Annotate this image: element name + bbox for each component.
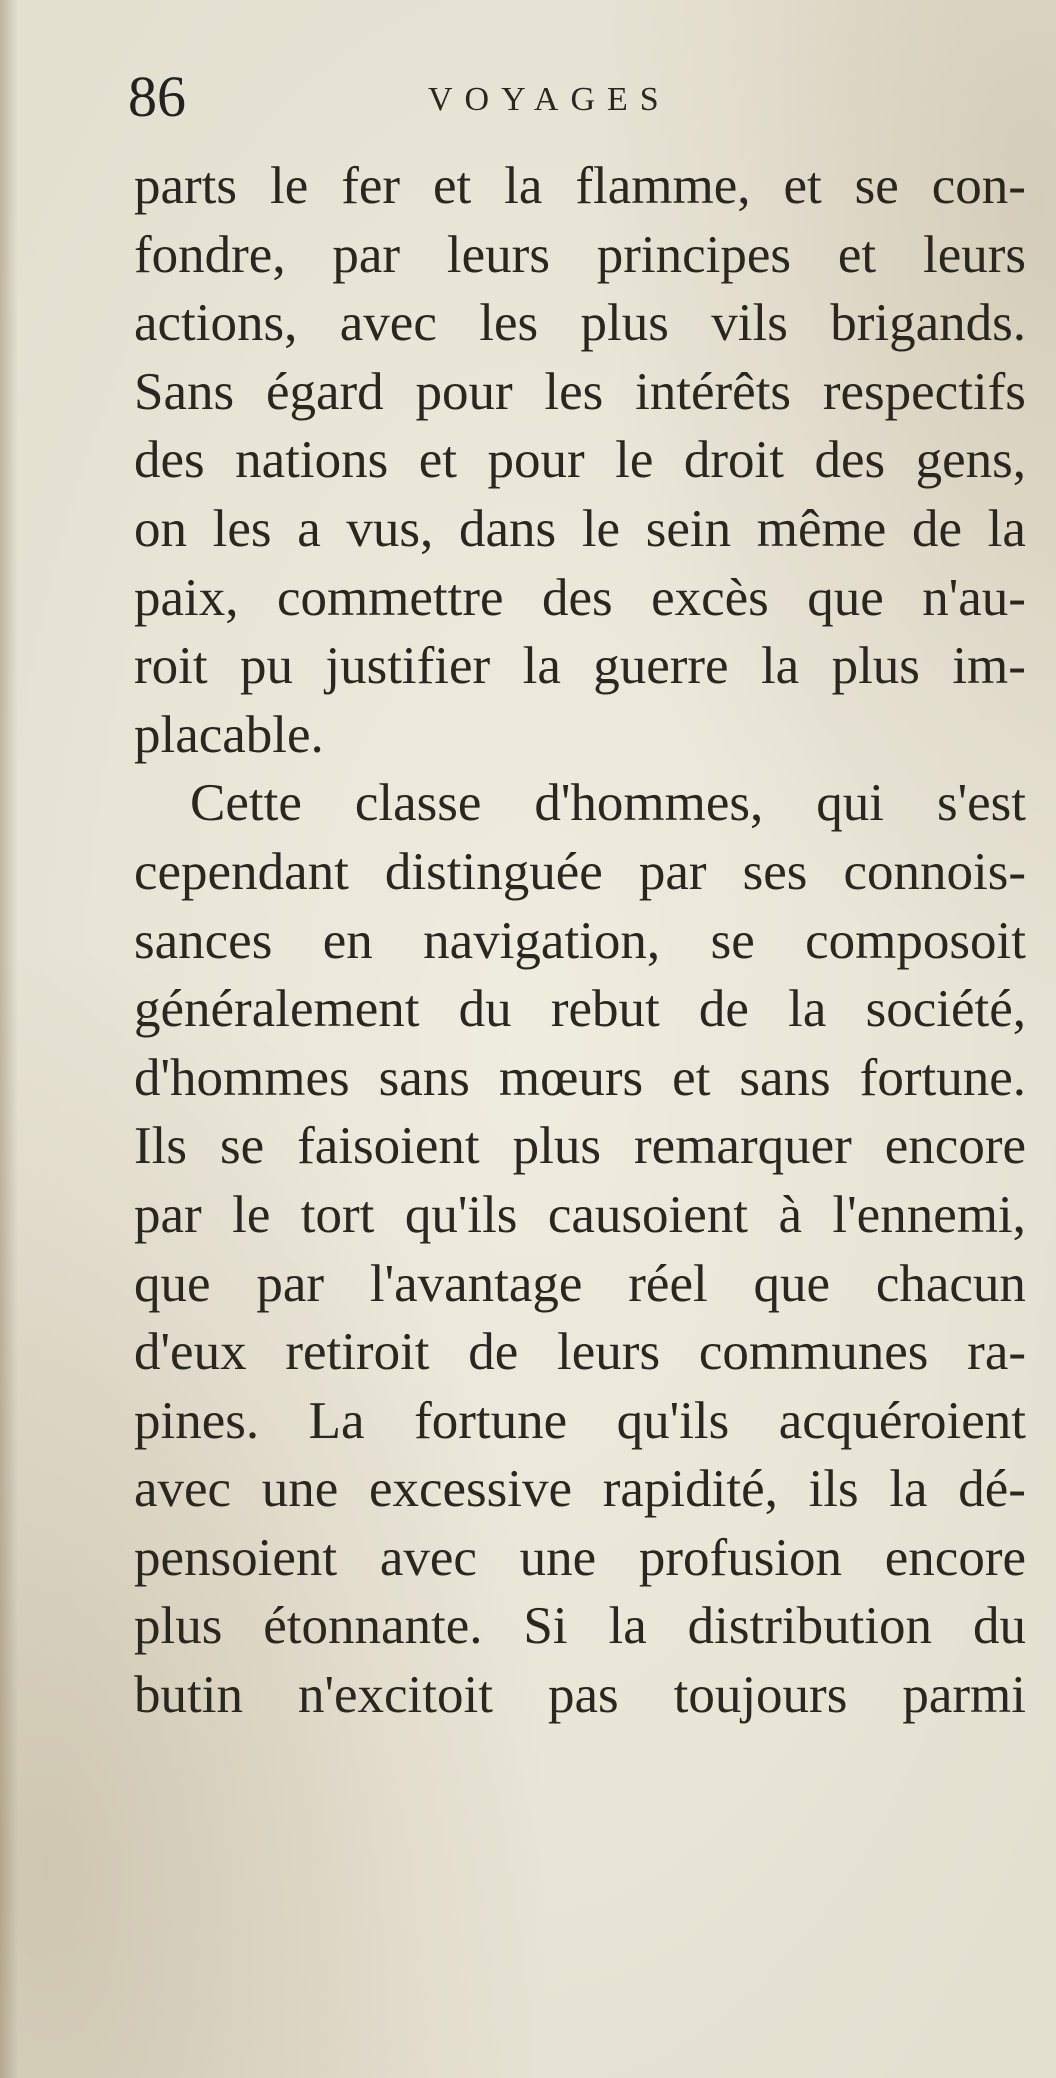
page-header bbox=[128, 62, 1018, 132]
text-line: Sans égard pour les intérêts respectifs bbox=[134, 362, 1026, 421]
paragraph-end-line: placable. bbox=[134, 705, 324, 764]
text-line: pines. La fortune qu'ils acquéroient bbox=[134, 1391, 1026, 1450]
text-line: cependant distinguée par ses connois- bbox=[134, 842, 1026, 901]
text-line: Ils se faisoient plus remarquer encore bbox=[134, 1117, 1026, 1176]
text-line: par le tort qu'ils causoient à l'ennemi, bbox=[134, 1185, 1026, 1244]
text-line: actions, avec les plus vils brigands. bbox=[134, 294, 1026, 353]
text-line: d'hommes sans mœurs et sans fortune. bbox=[134, 1048, 1026, 1107]
text-line: généralement du rebut de la société, bbox=[134, 980, 1026, 1039]
text-line: que par l'avantage réel que chacun bbox=[134, 1254, 1026, 1313]
page-edge-shadow bbox=[0, 0, 18, 2078]
text-line: plus étonnante. Si la distribution du bbox=[134, 1597, 1026, 1656]
text-line: pensoient avec une profusion encore bbox=[134, 1528, 1026, 1587]
text-line: butin n'excitoit pas toujours parmi bbox=[134, 1666, 1026, 1725]
text-line: parts le fer et la flamme, et se con- bbox=[134, 157, 1026, 215]
running-head: VOYAGES bbox=[428, 81, 671, 118]
text-line: des nations et pour le droit des gens, bbox=[134, 431, 1026, 490]
text-line: avec une excessive rapidité, ils la dé- bbox=[134, 1460, 1026, 1519]
paragraph-start-line: Cette classe d'hommes, qui s'est bbox=[190, 774, 1026, 833]
text-line: paix, commettre des excès que n'au- bbox=[134, 568, 1026, 627]
text-line: on les a vus, dans le sein même de la bbox=[134, 499, 1026, 558]
text-line: roit pu justifier la guerre la plus im- bbox=[134, 637, 1026, 696]
text-line: fondre, par leurs principes et leurs bbox=[134, 225, 1026, 284]
body-text bbox=[134, 152, 1026, 1730]
text-line: sances en navigation, se composoit bbox=[134, 911, 1026, 970]
text-line: d'eux retiroit de leurs communes ra- bbox=[134, 1323, 1026, 1382]
page-number: 86 bbox=[128, 64, 186, 129]
